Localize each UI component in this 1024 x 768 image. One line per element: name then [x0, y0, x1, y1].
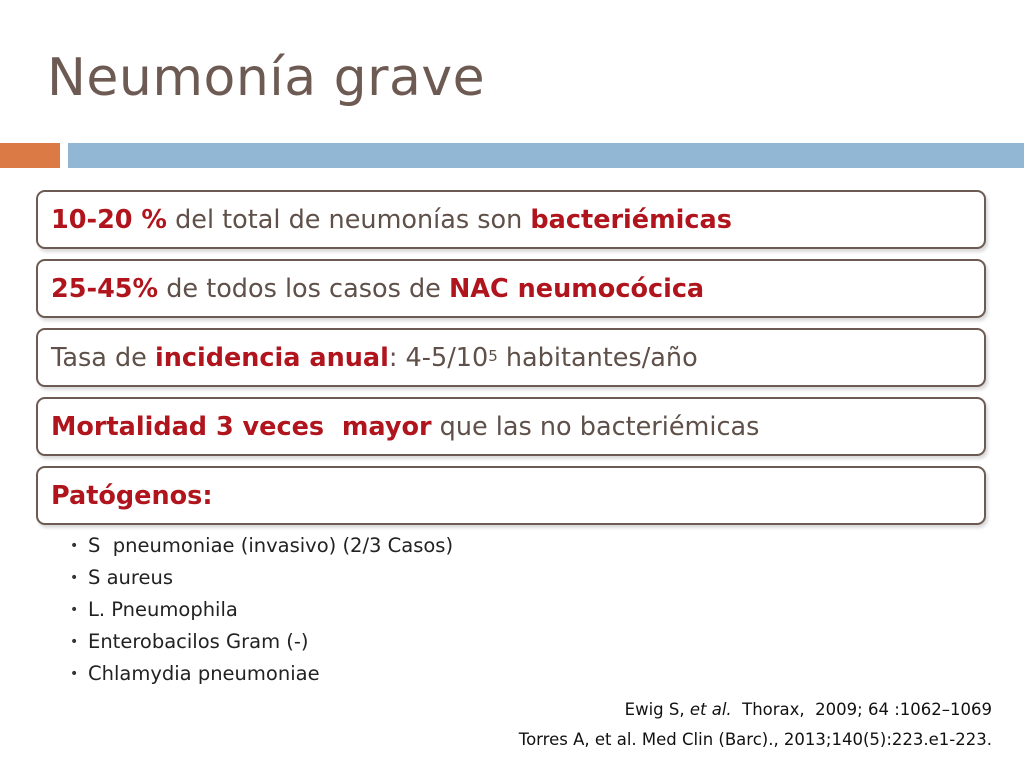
- reference-2: Torres A, et al. Med Clin (Barc)., 2013;140(5):223.e1-223.: [518, 730, 992, 749]
- bullet-icon: •: [70, 602, 79, 618]
- bullet-icon: •: [70, 570, 79, 586]
- fact-3-prefix: Tasa de: [51, 342, 155, 373]
- pathogen-list: [70, 530, 453, 690]
- fact-3-exponent: 5: [488, 346, 498, 365]
- fact-2-percent: 25-45%: [51, 273, 159, 304]
- fact-3-highlight: incidencia anual: [154, 342, 389, 373]
- list-item: • Chlamydia pneumoniae: [70, 658, 453, 690]
- fact-2-highlight: NAC neumocócica: [448, 273, 705, 304]
- fact-box-5: [36, 466, 986, 525]
- fact-3-rate: : 4-5/10: [388, 342, 489, 373]
- bullet-icon: •: [70, 634, 79, 650]
- list-item: • S pneumoniae (invasivo) (2/3 Casos): [70, 530, 453, 562]
- fact-1-percent: 10-20 %: [51, 204, 167, 235]
- fact-box-3: [36, 328, 986, 387]
- list-item: • L. Pneumophila: [70, 594, 453, 626]
- fact-box-4: [36, 397, 986, 456]
- accent-bar-orange: [0, 143, 60, 168]
- accent-bar-blue: [68, 143, 1024, 168]
- fact-2-text: de todos los casos de: [158, 273, 449, 304]
- bullet-icon: •: [70, 538, 79, 554]
- list-item: • S aureus: [70, 562, 453, 594]
- fact-box-2: [36, 259, 986, 318]
- fact-4-text: que las no bacteriémicas: [431, 411, 760, 442]
- fact-4-highlight: Mortalidad 3 veces mayor: [51, 411, 432, 442]
- fact-3-suffix: habitantes/año: [497, 342, 698, 373]
- bullet-icon: •: [70, 666, 79, 682]
- reference-1: Ewig S, et al. Thorax, 2009; 64 :1062–1069: [624, 700, 992, 719]
- pathogens-heading: Patógenos:: [51, 480, 213, 511]
- fact-box-1: [36, 190, 986, 249]
- fact-1-text: del total de neumonías son: [166, 204, 531, 235]
- slide-title: Neumonía grave: [47, 48, 486, 108]
- list-item: • Enterobacilos Gram (-): [70, 626, 453, 658]
- fact-1-highlight: bacteriémicas: [530, 204, 732, 235]
